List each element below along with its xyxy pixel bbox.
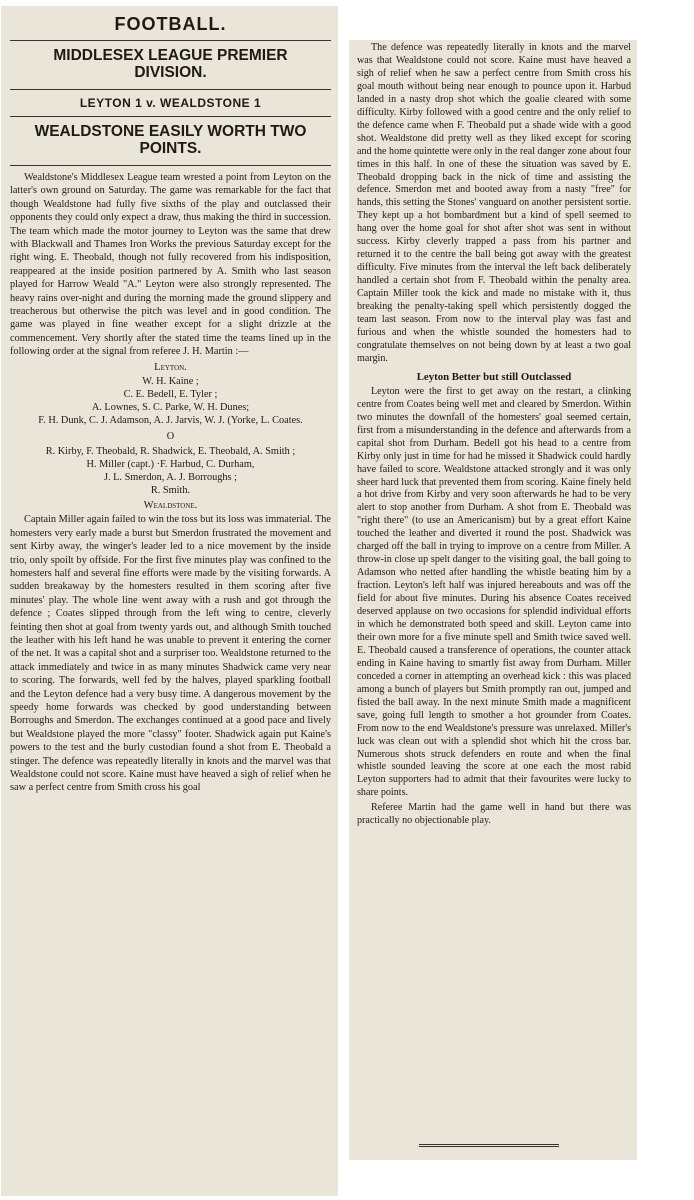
team1-line: F. H. Dunk, C. J. Adamson, A. J. Jarvis, W. J. (Yorke, L. Coates. [38,415,303,427]
divider [10,165,331,166]
divider [10,40,331,41]
team2-line: H. Miller (capt.) ·F. Harbud, C. Durham, [86,458,255,470]
team1-line: A. Lownes, S. C. Parke, W. H. Dunes; [91,402,250,414]
second-half-subtitle: Leyton Better but still Outclassed [416,370,572,383]
second-half-paragraph: Leyton were the first to get away on the restart, a clinking centre from Coates being well met and cleared by Smerdon. Within two minutes the downfall of the homesters' goal seemed certain, first from a misunderstanding in the defence and afterwards from a capital shot from Durham. Bedell got his head to a centre from Kirby only just in time for had he missed it Shadwick could hardly have failed to score. Wealdstone attacked strongly and it was only sheer hard luck that prevented them from scoring. Kaine finely held a hot drive from Kirby and very soon afterwards he had to be very alert to stop another from Durham. A shot from E. Theobald was "right there" (to use an Americanism) but by a great effort Kaine touched the leather and diverted it round the post. Shadwick was charged off the ball in trying to improve on a centre from Miller. A throw-in close up spelt danger to the visiting goal, the ball going to Adamson who netted after handling the whistle beating him by a fraction. Leyton's left half was injured hereabouts and was off the field for about five minutes. During his absence Coates received deserved applause on two occasions for splendid individual efforts in which he demonstrated both speed and skill. Leyton came into their own more for a five minute spell and Smith twice saved well. E. Theobald caused a transference of operations, the counter attack ending in Kaine having to smartly fist away from Durham. Miller conceded a corner in attempting an overhead kick : this was placed among a bunch of players but Smith promptly ran out, jumped and fisted the ball away. In the next minute Smith made a magnificent save, going full length to smother a hot grounder from Coates. From now to the end Wealdstone's pressure was unrelaxed. Miller's luck was clean out with a splendid shot which hit the cross bar. Numerous shots struck defenders en route and when the final whistle sounded leaving the score at one each the most rabid Leyton supporters had to admit that their favourites were lucky to share points. [357,385,631,799]
divider [10,116,331,117]
left-clipping [1,6,338,1196]
team2-line: R. Kirby, F. Theobald, R. Shadwick, E. Theobald, A. Smith ; [45,445,296,457]
right-clipping [349,40,637,1160]
intro-paragraph: Wealdstone's Middlesex League team wrested a point from Leyton on the latter's own ground on Saturday. The game was remarkable for the fact that though Wealdstone had fully five sixths of the play and outclassed their opponents they could only expect a draw, thus making the third in succession. The team which made the motor journey to Leyton was the same that drew with Blackwall and Thames Iron Works the previous Saturday except for the right wing. E. Theobald, though not fully recovered from his indisposition, reappeared at the inside position partnered by A. Smith who last season played for Harrow Weald "A." Leyton were also strongly represented. The heavy rains over-night and during the morning made the ground slippery and treacherous but otherwise the pitch was level and in good condition. The game was played in fine weather except for a slight drizzle at the commencement. Very shortly after the stated time the teams lined up in the following order at the signal from referee J. H. Martin :— [10,172,331,358]
team2-name: Wealdstone. [143,500,198,512]
league-title: MIDDLESEX LEAGUE PREMIER DIVISION. [53,47,288,81]
lineup-separator: O [166,430,175,442]
team2-line: J. L. Smerdon, A. J. Borroughs ; [103,471,237,483]
divider [10,89,331,90]
section-title: FOOTBALL. [114,14,227,34]
team1-name: Leyton. [154,361,187,373]
article-headline: WEALDSTONE EASILY WORTH TWO POINTS. [34,123,307,157]
end-rule [419,1144,559,1147]
match-line: LEYTON 1 v. WEALDSTONE 1 [79,96,262,110]
team2-line: R. Smith. [150,485,191,497]
team1-line: C. E. Bedell, E. Tyler ; [123,388,218,400]
referee-paragraph: Referee Martin had the game well in hand but there was practically no objectionable play. [357,802,631,827]
report-paragraph: Captain Miller again failed to win the toss but its loss was immaterial. The homesters very early made a burst but Smerdon frustrated the movement and sent Kirby away, the winger's leader led to a nice movement by the inside trio, only spoilt by offside. For the first five minutes play was confined to the homesters half and several fine efforts were made by the visiting forwards. A sudden breakaway by the homesters resulted in them scoring after five minutes' play. The whole line went away with a rush and got through the defence ; Coates slipped through from the left wing to centre, cleverly feinting then shot at goal from twenty yards out, and although Smith touched the leather with his left hand he was unable to prevent it entering the corner of the net. It was a capital shot and a surpriser too. Wealdstone returned to the attack immediately and twice in as many minutes Shadwick came very near to scoring. The forwards, well fed by the halves, played sparkling football and the Leyton defence had a very busy time. A dangerous movement by the speedy home forwards was checked by good understanding between Borroughs and Smerdon. The exchanges continued at a good pace and lively but Wealdstone played the more "classy" footer. Shadwick again put Kaine's powers to the test and the burly custodian found a shot from E. Theobald a stinger. The defence was repeatedly literally in knots and the marvel was that Wealdstone could not score. Kaine must have heaved a sigh of relief when he saw a perfect centre from Smith cross his goal [10,514,331,794]
report-continued-paragraph: The defence was repeatedly literally in knots and the marvel was that Wealdstone could not score. Kaine must have heaved a sigh of relief when he saw a perfect centre from Smith cross his goal mouth without being near enough to pounce upon it. Harbud landed in a nasty drop shot which the goalie cleared with some difficulty. Kirby followed with a good centre and the only relief to the defence came when F. Theobald put a shade wide with a good shot. Wealdstone did pretty well as they liked except for scoring and the home quintette were only in the real danger zone about four times in this half. In one of these the situation was saved by E. Theobald dropping back in the nick of time and assisting the defence. Smerdon met and booted away from a nasty "free" for hands, this setting the Stones' vanguard on another persistent sortie. They kept up a hot bombardment but a kind of spell seemed to hang over the home goal for shot after shot was sent in without success. Kirby cleverly trapped a pass from his partner and returned it to the centre the ball being got away with the greatest difficulty. Five minutes from the interval the left back deliberately handled a certain shot from F. Theobald within the penalty area. Captain Miller took the kick and made no mistake with it, thus breaking the penalty-taking spell which persistently dogged the team last season. From now to the interval play was fast and furious and when the whistle sounded the homesters had to congratulate themselves on not being down by at least a two goal margin. [357,42,631,364]
team1-line: W. H. Kaine ; [142,375,199,387]
